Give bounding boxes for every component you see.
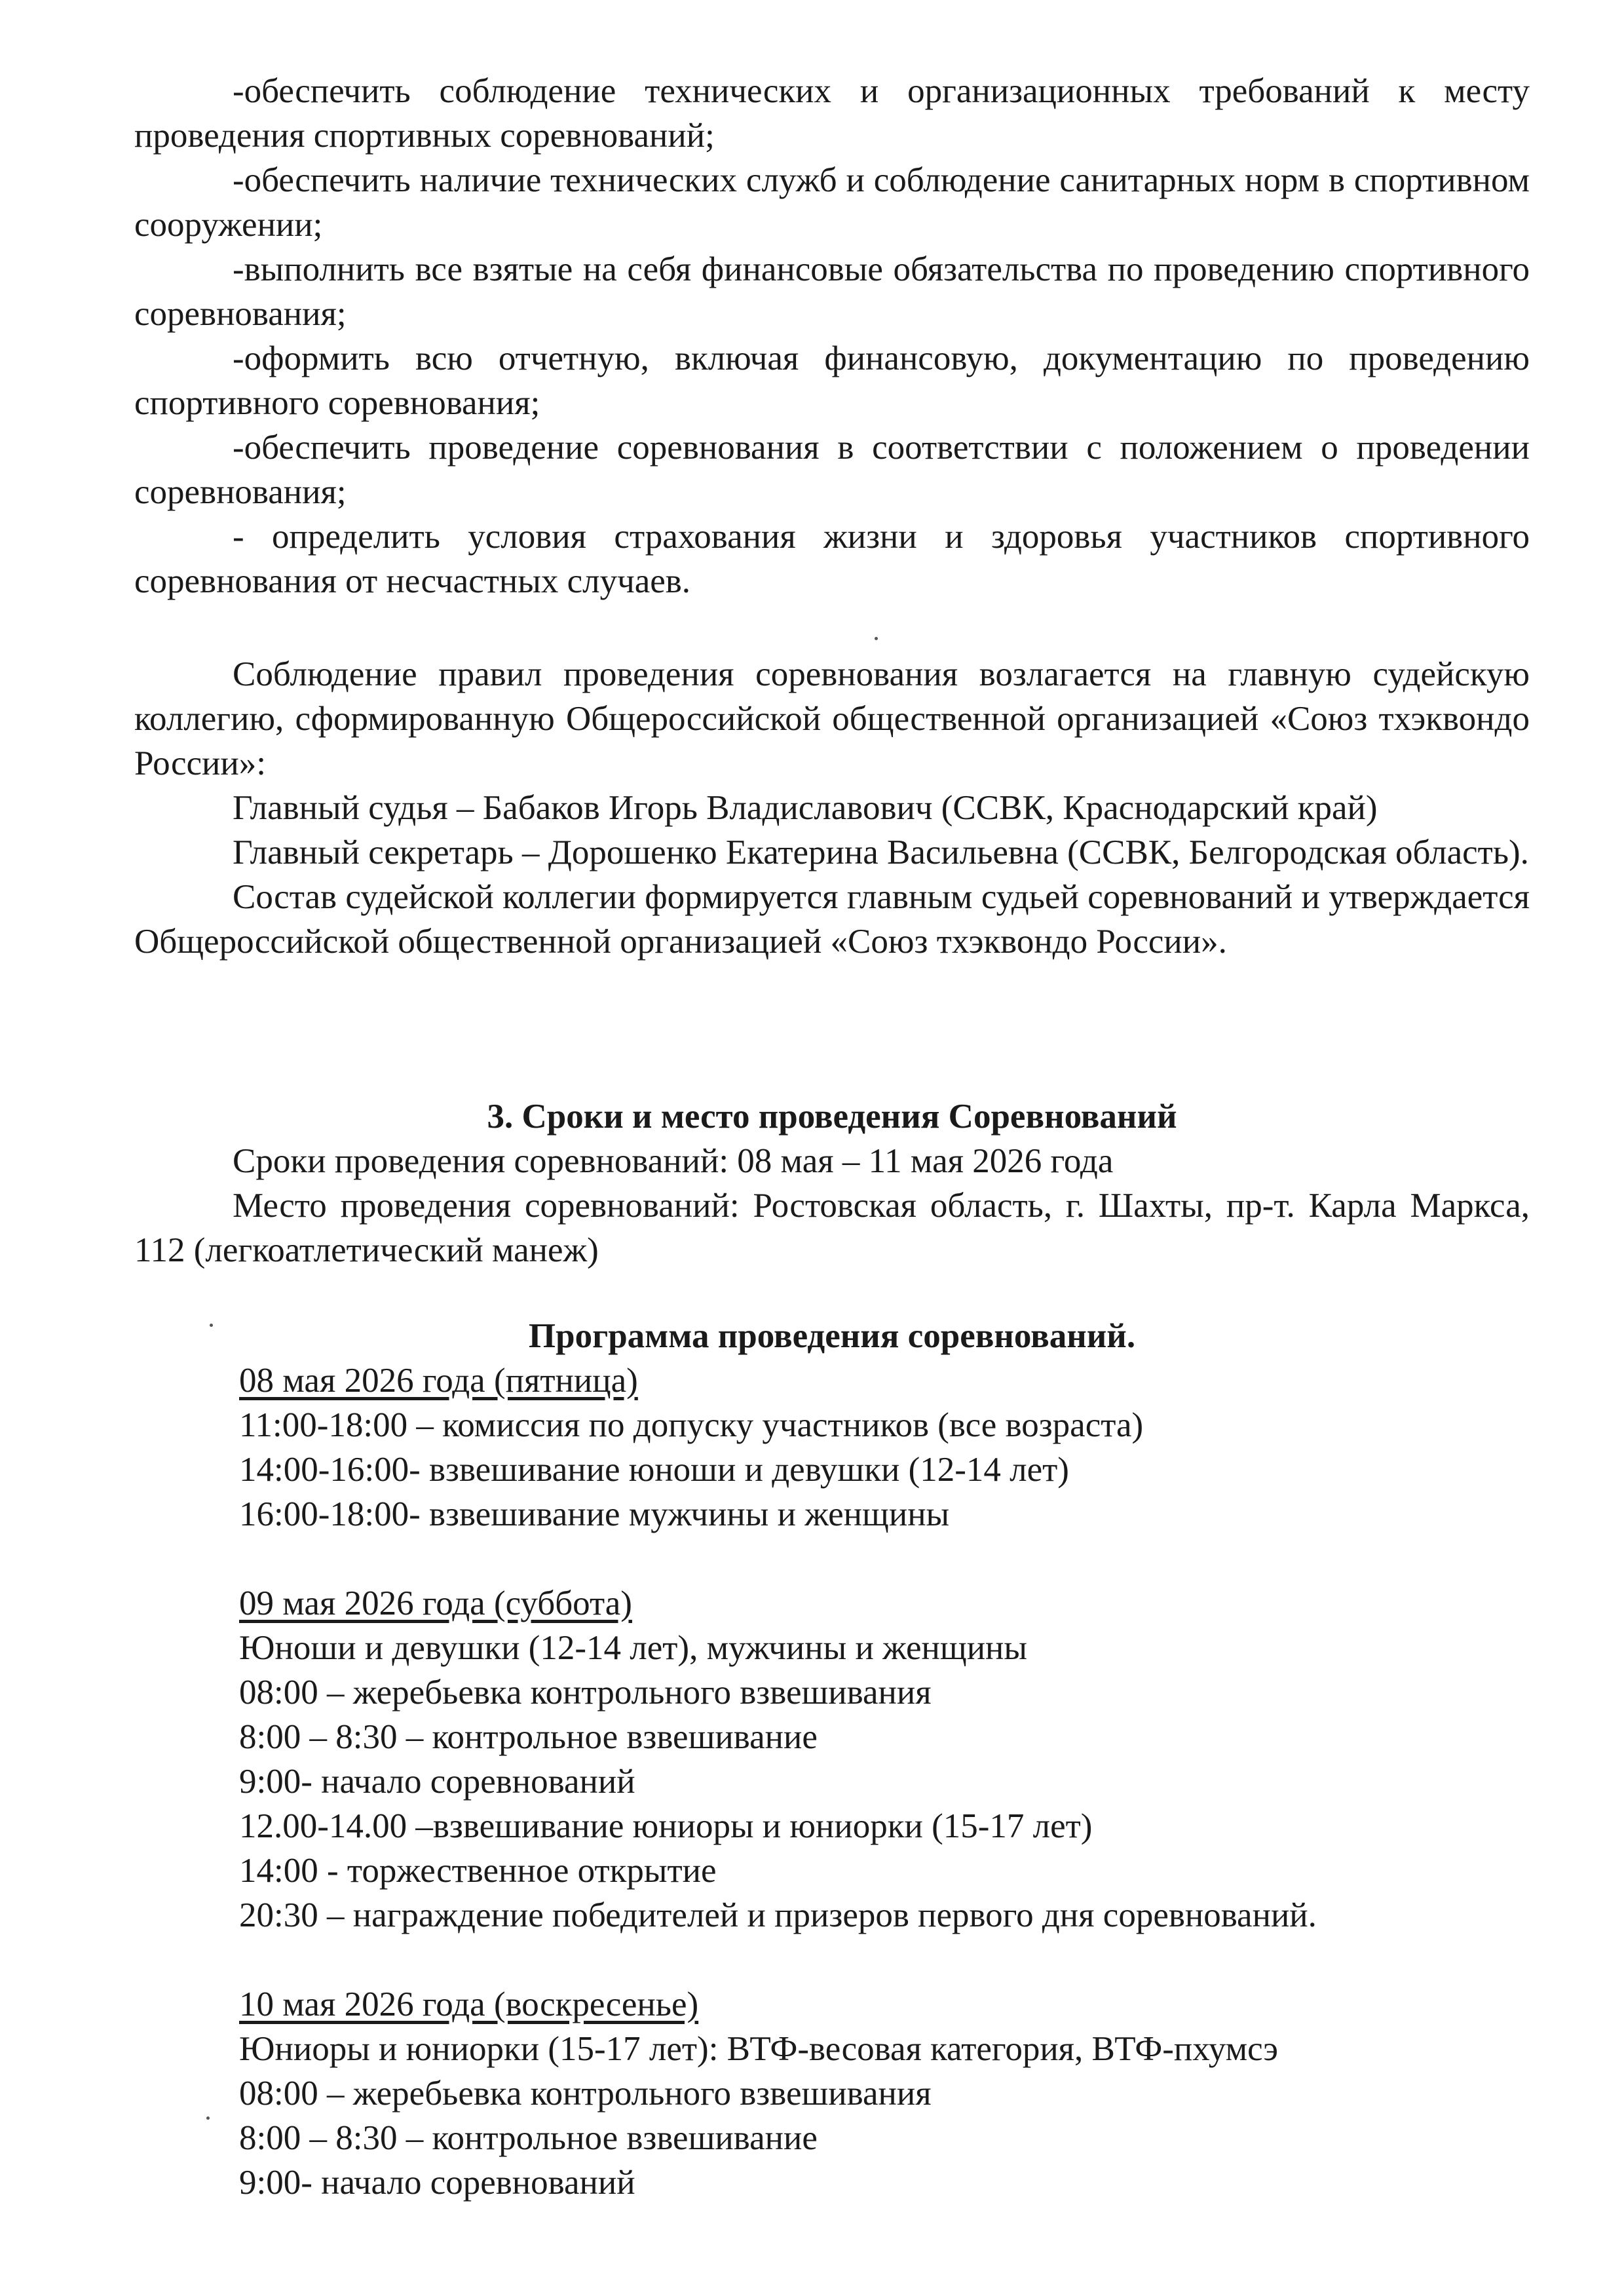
schedule-item: 8:00 – 8:30 – контрольное взвешивание — [239, 1718, 818, 1756]
schedule-item: 08:00 – жеребьевка контрольного взвешивания — [239, 1674, 932, 1712]
schedule-item: 9:00- начало соревнований — [239, 1763, 635, 1801]
day-date: 08 мая 2026 года (пятница) — [239, 1362, 638, 1400]
day-date: 10 мая 2026 года (воскресенье) — [239, 1985, 699, 2023]
chief-secretary: Главный секретарь – Дорошенко Екатерина Васильевна (ССВК, Белгородская область). — [233, 833, 1529, 871]
obligation-item: -обеспечить соблюдение технических и организационных требований к месту проведения спортивных соревнований; — [134, 72, 1530, 155]
schedule-item: 11:00-18:00 – комиссия по допуску участников (все возраста) — [239, 1406, 1144, 1444]
schedule-item: 9:00- начало соревнований — [239, 2164, 635, 2202]
obligation-item: -обеспечить наличие технических служб и соблюдение санитарных норм в спортивном сооружении; — [134, 161, 1530, 244]
obligation-item: -выполнить все взятые на себя финансовые обязательства по проведению спортивного соревнования; — [134, 250, 1530, 333]
schedule-item: 12.00-14.00 –взвешивание юниоры и юниорки (15-17 лет) — [239, 1807, 1093, 1845]
schedule-item: Юноши и девушки (12-14 лет), мужчины и женщины — [239, 1629, 1028, 1667]
judging-intro: Соблюдение правил проведения соревнования возлагается на главную судейскую коллегию, сформированную Общероссийской общественной организацией «Союз тхэквондо России»: — [134, 655, 1530, 782]
schedule-item: 08:00 – жеребьевка контрольного взвешивания — [239, 2075, 932, 2113]
program-day — [134, 1982, 1530, 2205]
scan-speck — [210, 1324, 213, 1327]
program-day — [134, 1581, 1530, 1938]
schedule-item: 14:00-16:00- взвешивание юноши и девушки (12-14 лет) — [239, 1451, 1069, 1489]
competition-dates: Сроки проведения соревнований: 08 мая – 11 мая 2026 года — [233, 1142, 1114, 1180]
section-3-title: 3. Сроки и место проведения Соревнований — [487, 1098, 1177, 1136]
schedule-item: 16:00-18:00- взвешивание мужчины и женщины — [239, 1495, 950, 1533]
schedule-item: 8:00 – 8:30 – контрольное взвешивание — [239, 2119, 818, 2157]
obligation-item: - определить условия страхования жизни и здоровья участников спортивного соревнования от несчастных случаев. — [134, 518, 1530, 600]
obligation-item: -оформить всю отчетную, включая финансовую, документацию по проведению спортивного соревнования; — [134, 339, 1530, 422]
section-3 — [134, 1094, 1530, 1272]
schedule-item: Юниоры и юниорки (15-17 лет): ВТФ-весовая категория, ВТФ-пхумсэ — [239, 2030, 1279, 2068]
judging-composition: Состав судейской коллегии формируется главным судьей соревнований и утверждается Общероссийской общественной организацией «Союз тхэквондо России». — [134, 878, 1530, 961]
program-title: Программа проведения соревнований. — [528, 1317, 1136, 1355]
obligations-list — [134, 69, 1530, 603]
program-section — [134, 1314, 1530, 2205]
schedule-item: 14:00 - торжественное открытие — [239, 1852, 717, 1890]
scan-speck — [875, 637, 878, 640]
chief-judge: Главный судья – Бабаков Игорь Владиславович (ССВК, Краснодарский край) — [233, 789, 1378, 827]
day-date: 09 мая 2026 года (суббота) — [239, 1584, 632, 1622]
obligation-item: -обеспечить проведение соревнования в соответствии с положением о проведении соревнования; — [134, 429, 1530, 511]
competition-place: Место проведения соревнований: Ростовская область, г. Шахты, пр-т. Карла Маркса, 112 (легкоатлетический манеж) — [134, 1187, 1530, 1269]
scan-speck — [206, 2116, 210, 2120]
program-day — [134, 1358, 1530, 1537]
schedule-item: 20:30 – награждение победителей и призеров первого дня соревнований. — [239, 1896, 1317, 1934]
judging-section — [134, 652, 1530, 964]
